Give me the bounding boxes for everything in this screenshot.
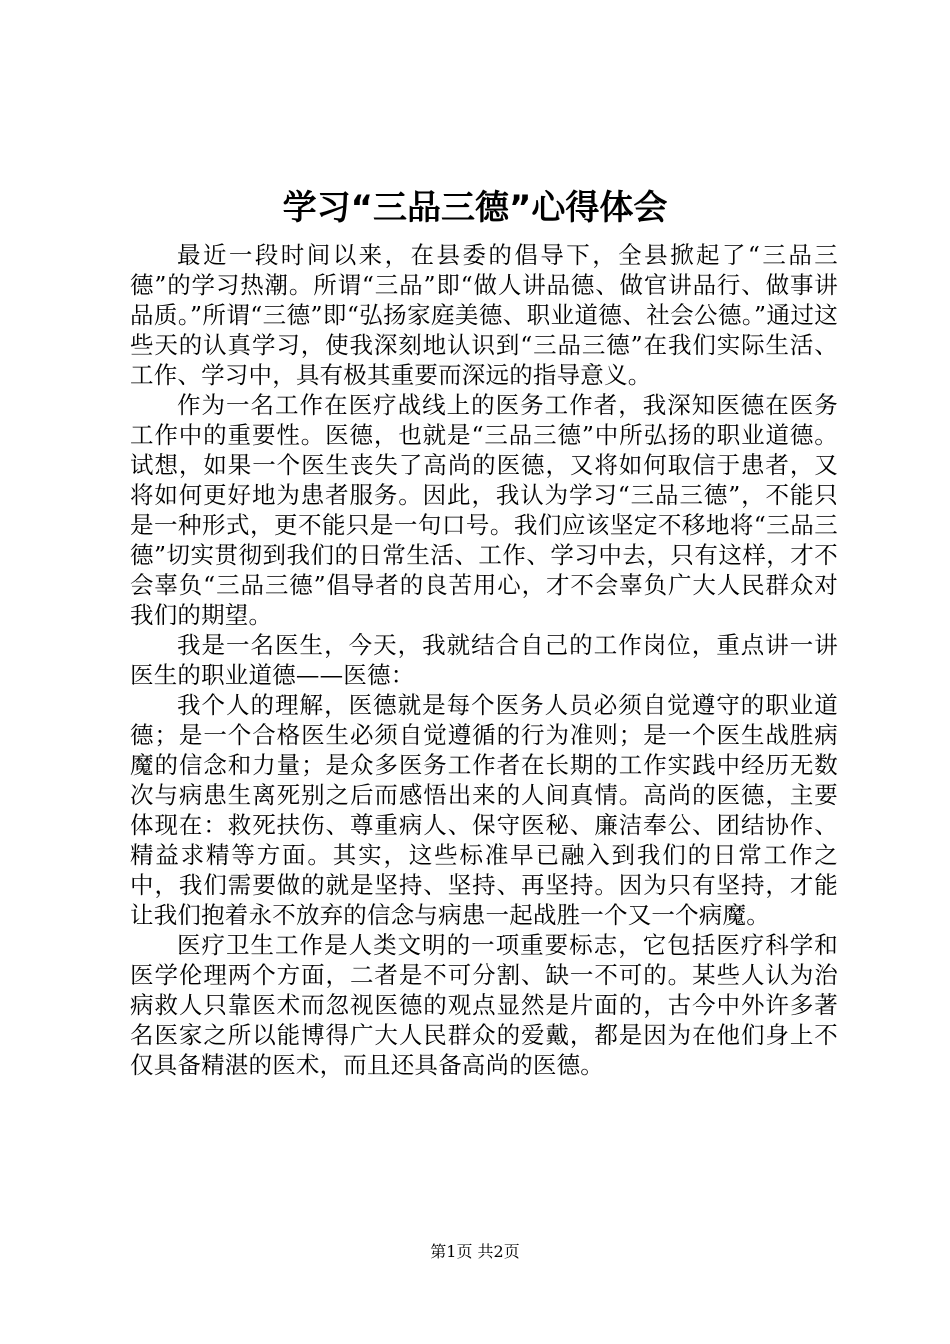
document-title: 学习“三品三德”心得体会 <box>282 188 668 228</box>
paragraph-2: 作为一名工作在医疗战线上的医务工作者，我深知医德在医务工作中的重要性。医德，也就是“三品三德”中所弘扬的职业道德。试想，如果一个医生丧失了高尚的医德，又将如何取信于患者，又将如何更好地为患者服务。因此，我认为学习“三品三德”，不能只是一种形式，更不能只是一句口号。我们应该坚定不移地将“三品三德”切实贯彻到我们的日常生活、工作、学习中去，只有这样，才不会辜负“三品三德”倡导者的良苦用心，才不会辜负广大人民群众对我们的期望。 <box>130 391 838 629</box>
paragraph-5: 医疗卫生工作是人类文明的一项重要标志，它包括医疗科学和医学伦理两个方面，二者是不可分割、缺一不可的。某些人认为治病救人只靠医术而忽视医德的观点显然是片面的，古今中外许多著名医家之所以能博得广大人民群众的爱戴，都是因为在他们身上不仅具备精湛的医术，而且还具备高尚的医德。 <box>130 931 838 1079</box>
paragraph-1: 最近一段时间以来，在县委的倡导下，全县掀起了“三品三德”的学习热潮。所谓“三品”即“做人讲品德、做官讲品行、做事讲品质。”所谓“三德”即“弘扬家庭美德、职业道德、社会公德。”通过这些天的认真学习，使我深刻地认识到“三品三德”在我们实际生活、工作、学习中，具有极其重要而深远的指导意义。 <box>130 241 838 389</box>
page-number-footer: 第1页 共2页 <box>430 1242 520 1261</box>
paragraph-3: 我是一名医生，今天，我就结合自己的工作岗位，重点讲一讲医生的职业道德——医德： <box>130 631 838 689</box>
document-body <box>130 240 838 1080</box>
paragraph-4: 我个人的理解，医德就是每个医务人员必须自觉遵守的职业道德；是一个合格医生必须自觉遵循的行为准则；是一个医生战胜病魔的信念和力量；是众多医务工作者在长期的工作实践中经历无数次与病患生离死别之后而感悟出来的人间真情。高尚的医德，主要体现在：救死扶伤、尊重病人、保守医秘、廉洁奉公、团结协作、精益求精等方面。其实，这些标准早已融入到我们的日常工作之中，我们需要做的就是坚持、坚持、再坚持。因为只有坚持，才能让我们抱着永不放弃的信念与病患一起战胜一个又一个病魔。 <box>130 691 838 929</box>
